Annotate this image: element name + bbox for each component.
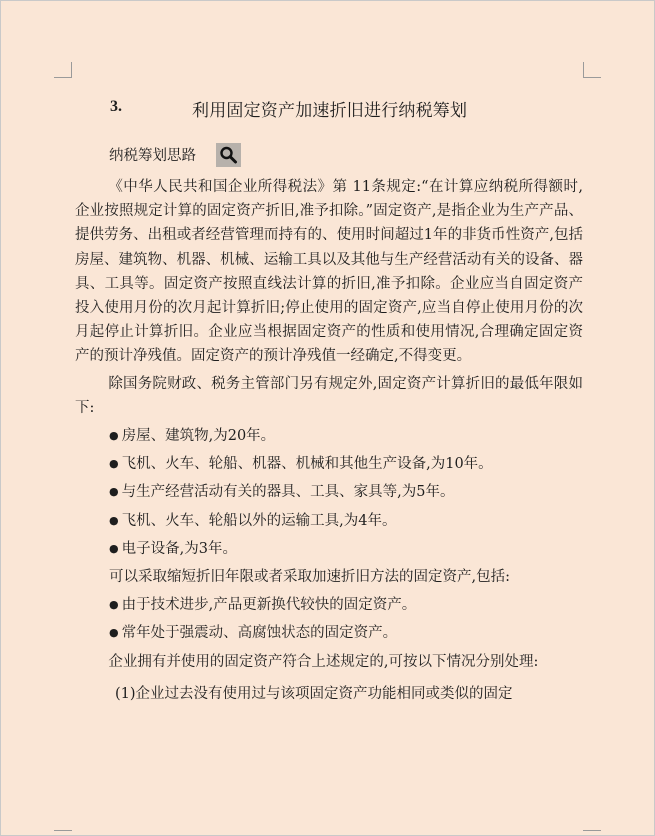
search-icon[interactable] [216, 143, 241, 167]
list-item-text: 由于技术进步,产品更新换代较快的固定资产。 [121, 597, 417, 614]
paragraph: 除国务院财政、税务主管部门另有规定外,固定资产计算折旧的最低年限如下: [75, 375, 583, 416]
list-item-text: 飞机、火车、轮船、机器、机械和其他生产设备,为10年。 [121, 456, 493, 473]
subheading-label: 纳税筹划思路 [109, 148, 196, 164]
crop-mark-top-left [54, 77, 72, 78]
paragraph: 可以采取缩短折旧年限或者采取加速折旧方法的固定资产,包括: [109, 569, 510, 586]
list-item [75, 424, 583, 448]
bullet-mark: ● [109, 485, 119, 499]
list-item [75, 452, 583, 476]
list-item [75, 480, 583, 504]
crop-mark-top-right [583, 62, 584, 78]
bullet-mark: ● [109, 541, 119, 555]
list-item [75, 593, 583, 617]
document-body [75, 95, 583, 706]
bullet-mark: ● [109, 626, 119, 640]
crop-mark-bottom-right [583, 830, 601, 831]
bullet-mark: ● [109, 513, 119, 527]
bullet-mark: ● [109, 457, 119, 471]
crop-mark-top-right [583, 77, 601, 78]
list-item-text: 电子设备,为3年。 [121, 540, 237, 557]
list-item-text: 房屋、建筑物,为20年。 [121, 428, 276, 445]
list-item-text: 常年处于强震动、高腐蚀状态的固定资产。 [121, 625, 398, 642]
list-item-text: 飞机、火车、轮船以外的运输工具,为4年。 [121, 512, 397, 529]
list-item-text: 与生产经营活动有关的器具、工具、家具等,为5年。 [121, 484, 455, 501]
bullet-mark: ● [109, 598, 119, 612]
paragraph: 企业拥有并使用的固定资产符合上述规定的,可按以下情况分别处理: [108, 653, 539, 670]
crop-mark-bottom-left [54, 830, 72, 831]
section-number: 3. [110, 98, 122, 115]
crop-mark-top-left [71, 62, 72, 78]
paragraph: 《中华人民共和国企业所得税法》第 11条规定:“在计算应纳税所得额时,企业按照规定计算的固定资产折旧,准予扣除。”固定资产,是指企业为生产产品、提供劳务、出租或者经营管理而持有的、使用时间超过1年的非货币性资产,包括房屋、建筑物、机器、机械、运输工具以及其他与生产经营活动有关的设备、器具、工具等。固定资产按照直线法计算的折旧,准予扣除。企业应当自固定资产投入使用月份的次月起计算折旧;停止使用的固定资产,应当自停止使用月份的次月起停止计算折旧。企业应当根据固定资产的性质和使用情况,合理确定固定资产的预计净残值。固定资产的预计净残值一经确定,不得变更。 [75, 179, 583, 365]
subheading [75, 143, 583, 169]
list-item [75, 621, 583, 645]
bullet-mark: ● [109, 429, 119, 443]
list-item [75, 537, 583, 561]
section-title: 利用固定资产加速折旧进行纳税筹划 [192, 101, 468, 121]
list-item [75, 509, 583, 533]
section-heading [75, 95, 583, 125]
paragraph: (1)企业过去没有使用过与该项固定资产功能相同或类似的固定 [115, 685, 513, 702]
